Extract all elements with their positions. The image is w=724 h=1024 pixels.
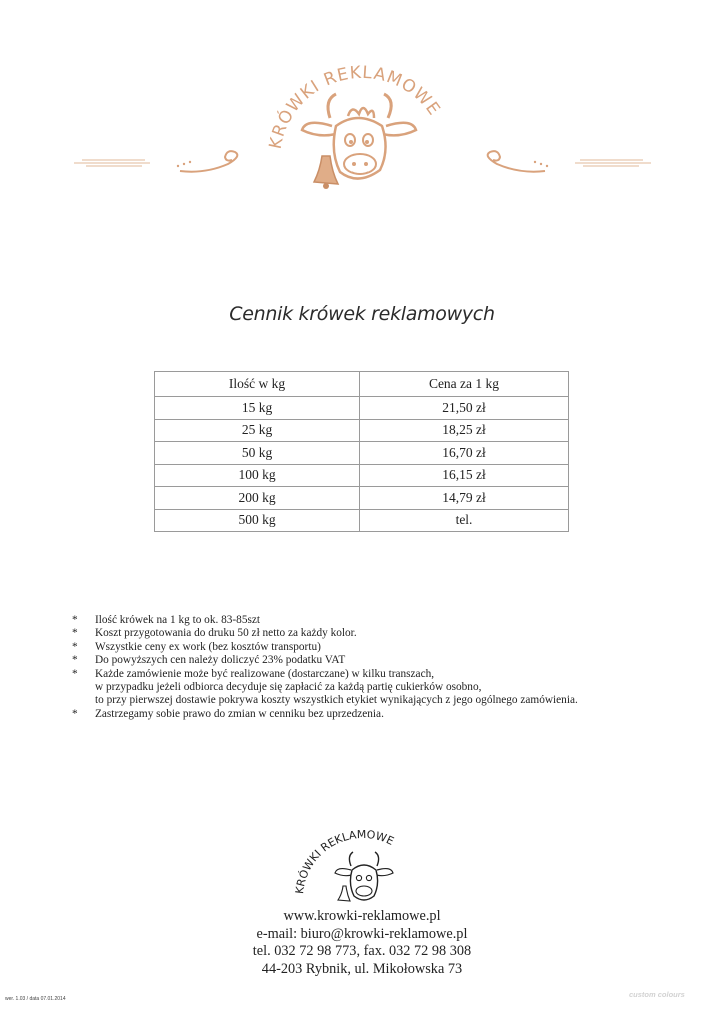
version-text: wer. 1.03 / data 07.01.2014 [5,996,66,1002]
footer-brand: custom colours [629,990,685,999]
price-table [154,371,569,532]
note-text: Zastrzegamy sobie prawo do zmian w cenniku bez uprzedzenia. [95,707,384,720]
quantity-cell: 500 kg [155,509,360,532]
note-item [72,614,578,627]
website-link[interactable]: www.krowki-reklamowe.pl [283,908,441,924]
table-row [155,397,569,420]
cow-logo-icon [262,60,462,200]
note-item [72,668,578,708]
note-bullet: * [72,707,78,720]
note-text: w przypadku jeżeli odbiorca decyduje się zapłacić za każdą partię cukierków osobno, [95,681,482,694]
price-cell: 14,79 zł [360,487,569,510]
table-row [155,419,569,442]
quantity-cell: 15 kg [155,397,360,420]
svg-text:KRÓWKI REKLAMOWE: RÓWKI REKLAMOWE [295,830,396,888]
price-cell: 21,50 zł [360,397,569,420]
contact-block [0,908,724,978]
table-header-row [155,372,569,397]
table-row [155,509,569,532]
note-bullet: * [72,614,78,626]
note-text: Ilość krówek na 1 kg to ok. 83-85szt [95,614,261,626]
left-ornament-icon [70,150,245,176]
note-item [72,654,578,667]
note-text: Każde zamówienie może być realizowane (dostarczane) w kilku transzach, [95,667,435,680]
address-text: 44-203 Rybnik, ul. Mikołowska 73 [261,960,463,977]
note-item [72,627,578,640]
note-text: to przy pierwszej dostawie pokrywa koszty wszystkich etykiet wynikających z jego ogólnego zamówienia. [95,694,578,707]
quantity-cell: 25 kg [155,419,360,442]
table-row [155,464,569,487]
note-bullet: * [72,667,78,680]
quantity-cell: 50 kg [155,442,360,465]
note-text: Do powyższych cen należy doliczyć 23% podatku VAT [95,654,346,667]
note-bullet: * [72,627,78,640]
brand-logo-footer [295,830,430,905]
table-row [155,442,569,465]
price-cell: 16,15 zł [360,464,569,487]
note-item [72,708,578,721]
email-link[interactable]: e-mail: biuro@krowki-reklamowe.pl [256,925,468,942]
header-price: Cena za 1 kg [360,372,569,397]
phone-text: tel. 032 72 98 773, fax. 032 72 98 308 [252,943,472,959]
price-cell: 16,70 zł [360,442,569,465]
quantity-cell: 200 kg [155,487,360,510]
quantity-cell: 100 kg [155,464,360,487]
note-text: Koszt przygotowania do druku 50 zł netto za każdy kolor. [95,627,357,640]
note-bullet: * [72,654,78,667]
brand-logo [262,60,462,200]
note-text: Wszystkie ceny ex work (bez kosztów transportu) [95,640,321,653]
cow-logo-icon [295,830,430,905]
price-cell: tel. [360,509,569,532]
note-bullet: * [72,640,78,653]
header-quantity: Ilość w kg [155,372,360,397]
right-ornament-icon [480,150,655,176]
price-cell: 18,25 zł [360,419,569,442]
notes-list [72,614,578,721]
note-item [72,641,578,654]
table-row [155,487,569,510]
svg-text:KRÓWKI REKLAMOWE: KRÓWKI REKLAMOWE [265,62,445,151]
page-title: Cennik krówek reklamowych [229,303,495,325]
